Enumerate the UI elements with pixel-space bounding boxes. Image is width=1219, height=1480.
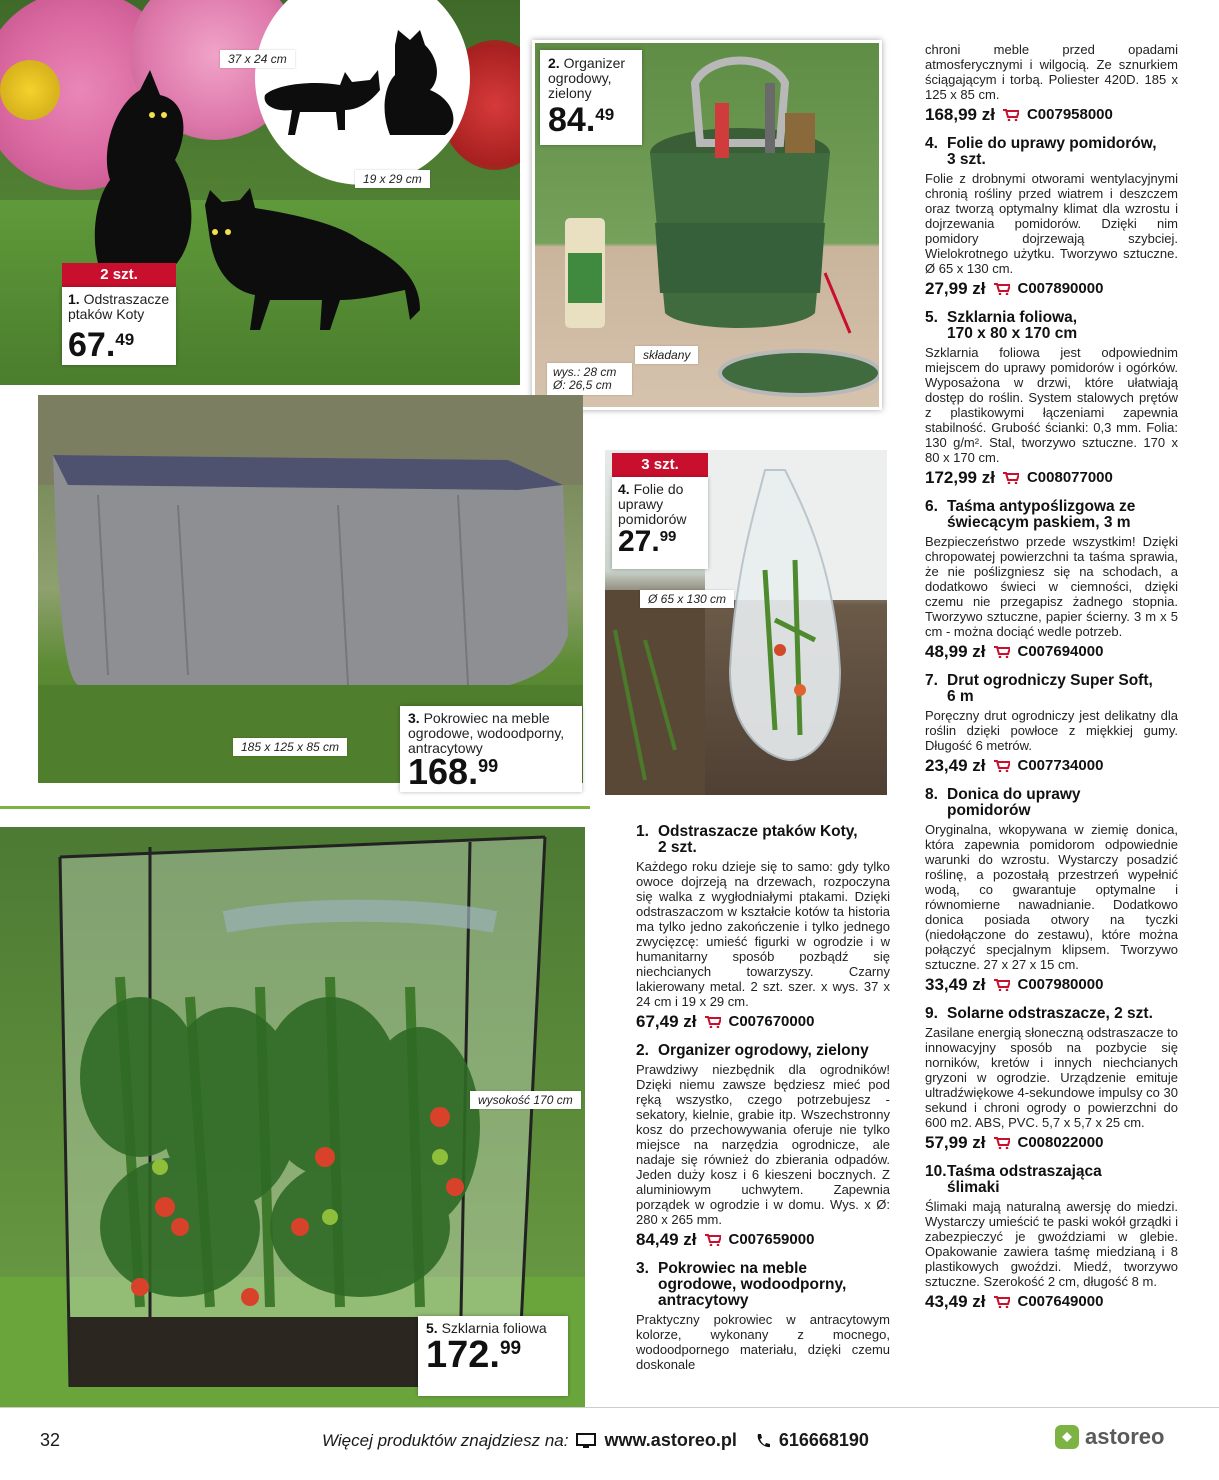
cart-icon[interactable] bbox=[1003, 109, 1019, 121]
website-link[interactable]: www.astoreo.pl bbox=[604, 1430, 737, 1450]
product-price-row: 23,49 zł C007734000 bbox=[925, 756, 1104, 775]
product-code: C007980000 bbox=[1017, 976, 1104, 993]
cat-silhouette-walking bbox=[205, 188, 420, 330]
tag-label: Odstraszacze ptaków Koty bbox=[68, 291, 170, 322]
product-title: Donica do uprawy bbox=[947, 786, 1081, 803]
product-description: Poręczny drut ogrodniczy jest delikatny dla roślin dzięki powłoce z miękkiej gumy. Długość 6 metrów. bbox=[925, 708, 1178, 753]
cart-icon[interactable] bbox=[994, 283, 1010, 295]
monitor-icon bbox=[576, 1433, 596, 1449]
product-code: C007958000 bbox=[1026, 106, 1113, 123]
cart-icon[interactable] bbox=[705, 1234, 721, 1246]
product-entry-9: 9. Solarne odstraszacze, 2 szt. Zasilane energią słoneczną odstraszacze to innowacyjny sposób na pozbycie się norników, kretów i innych niechcianych gryzoni w ogrodzie. Urządzenie emituje ultradźwiękowe 4-sekundowe impulsy co 30 sekund i chroni ogrody o powierzchni do 600 m2. ABS, PVC. 5,7 x 5,7 x 25 cm. 57,99 zł C008022000 bbox=[925, 1005, 1178, 1152]
product-title: Solarne odstraszacze, 2 szt. bbox=[947, 1005, 1153, 1022]
tag-label: Folie do uprawy pomidorów bbox=[618, 481, 687, 527]
tag-number: 4. bbox=[618, 481, 630, 497]
price-tag-1 bbox=[62, 287, 176, 365]
cart-icon[interactable] bbox=[705, 1016, 721, 1028]
cart-icon[interactable] bbox=[994, 1296, 1010, 1308]
product-description: Oryginalna, wkopywana w ziemię donica, która zapewnia pomidorom odpowiednie warunki do wzrostu. Wystarczy posadzić roślinę, a pozostałą przestrzeń wypełnić wodą, co gwarantuje optymalne i równomierne nawadnianie. Dodatkowo donica posiada otwory na tyczki (niedołączone do zestawu), które można połączyć specjalnym klipsem. Tworzywo sztuczne. 27 x 27 x 15 cm. bbox=[925, 822, 1178, 972]
quantity-badge-1: 2 szt. bbox=[62, 263, 176, 287]
product-code: C007659000 bbox=[728, 1231, 815, 1248]
phone-number[interactable]: 616668190 bbox=[778, 1430, 869, 1450]
product-list-right bbox=[925, 42, 1178, 1309]
dimension-label-large-cat: 37 x 24 cm bbox=[220, 50, 295, 68]
product-description: Praktyczny pokrowiec w antracytowym kolorze, wykonany z mocnego, wodoodpornego materiału, dzięki czemu doskonale bbox=[636, 1312, 890, 1372]
footer-contact bbox=[322, 1430, 869, 1451]
cart-icon[interactable] bbox=[994, 760, 1010, 772]
product-entry-3: 3. Pokrowiec na meble ogrodowe, wodoodporny, antracytowy Praktyczny pokrowiec w antracytowym kolorze, wykonany z mocnego, wodoodpornego materiału, dzięki czemu doskonale bbox=[636, 1260, 890, 1372]
cart-icon[interactable] bbox=[1003, 472, 1019, 484]
tag-label: Organizer ogrodowy, zielony bbox=[548, 55, 626, 101]
foldable-label: składany bbox=[635, 346, 698, 364]
page-number: 32 bbox=[40, 1430, 61, 1450]
product-title: Pokrowiec na meble bbox=[658, 1260, 808, 1277]
product-description: Zasilane energią słoneczną odstraszacze to innowacyjny sposób na pozbycie się norników, kretów i innych niechcianych gryzoni w ogrodzie. Urządzenie emituje ultradźwiękowe 4-sekundowe impulsy co 30 sekund i chroni ogrody o powierzchni do 600 m2. ABS, PVC. 5,7 x 5,7 x 25 cm. bbox=[925, 1025, 1178, 1130]
product-description: chroni meble przed opadami atmosferycznymi i wilgocią. Ze sznurkiem ściągającym i torbą. Poliester 420D. 185 x 125 x 85 cm. bbox=[925, 42, 1178, 102]
product-title: Drut ogrodniczy Super Soft, bbox=[947, 672, 1153, 689]
product-description: Szklarnia foliowa jest odpowiednim miejscem do uprawy pomidorów i ogórków. Wyposażona w drzwi, które ułatwiają dostęp do roślin. System stalowych prętów z plastikowymi łączeniami zapewnia stabilność. Grubość ścianki: 0,3 mm. Folia: 130 g/m². Stal, tworzywo sztuczne. 170 x 80 x 170 cm. bbox=[925, 345, 1178, 465]
product-title: Taśma antypoślizgowa ze bbox=[947, 498, 1136, 515]
cart-icon[interactable] bbox=[994, 1137, 1010, 1149]
product-price-row: 57,99 zł C008022000 bbox=[925, 1133, 1104, 1152]
product-code: C007649000 bbox=[1017, 1293, 1104, 1310]
product-description: Bezpieczeństwo przede wszystkim! Dzięki chropowatej powierzchni ta taśma sprawia, że nie poślizgniesz się na schodach, a dodatkowo świeci w ciemności, dzięki czemu nie przegapisz żadnego stopnia. Tworzywo sztuczne, papier ścierny. 3 m x 5 cm - można dociąć wedle potrzeb. bbox=[925, 534, 1178, 639]
product-title: Szklarnia foliowa, bbox=[947, 309, 1078, 326]
product-title: Folie do uprawy pomidorów, bbox=[947, 135, 1157, 152]
brand-logo bbox=[1055, 1424, 1164, 1450]
cover-dimension-label: 185 x 125 x 85 cm bbox=[233, 738, 347, 756]
phone-icon bbox=[755, 1433, 771, 1449]
product-entry-4: 4. Folie do uprawy pomidorów, 3 szt. Folie z drobnymi otworami wentylacyjnymi chronią rośliny przed wiatrem i deszczem oraz tworzą optymalny klimat dla wzrostu i dojrzewania pomidorów. Dzięki nim pomidory dojrzewają szybciej. Wielokrotnego użytku. Tworzywo sztuczne. Ø 65 x 130 cm. 27,99 zł C007890000 bbox=[925, 135, 1178, 298]
tag-price: 168.99 bbox=[408, 751, 499, 792]
greenhouse-height-label: wysokość 170 cm bbox=[470, 1091, 581, 1109]
tag-price: 67.49 bbox=[68, 326, 135, 364]
page-footer bbox=[0, 1407, 1219, 1480]
price-tag-2 bbox=[540, 50, 642, 145]
product-description: Prawdziwy niezbędnik dla ogrodników! Dzięki niemu zawsze będziesz mieć pod ręką wszystko, czego potrzebujesz - sekatory, kielnie, grabie itp. Wszechstronny kosz do przechowywania oferuje nie tylko miejsce na narzędzia ogrodnicze, ale nadaje się również do zbierania odpadów. Jeden duży kosz i 6 kieszeni bocznych. Z aluminiowym uchwytem. Zapewnia porządek w ogrodzie i w domu. Wys. x Ø: 280 x 265 mm. bbox=[636, 1062, 890, 1227]
cart-icon[interactable] bbox=[994, 646, 1010, 658]
product-entry-8: 8. Donica do uprawy pomidorów Oryginalna, wkopywana w ziemię donica, która zapewnia pomidorom odpowiednie warunki do wzrostu. Wystarczy posadzić roślinę, a pozostałą przestrzeń wypełnić wodą, co gwarantuje optymalne i równomierne nawadnianie. Dodatkowo donica posiada otwory na tyczki (niedołączone do zestawu), które można połączyć specjalnym klipsem. Tworzywo sztuczne. 27 x 27 x 15 cm. 33,49 zł C007980000 bbox=[925, 786, 1178, 994]
organizer-size-label: wys.: 28 cm Ø: 26,5 cm bbox=[547, 363, 632, 395]
product-entry-6: 6. Taśma antypoślizgowa ze świecącym paskiem, 3 m Bezpieczeństwo przede wszystkim! Dzięki chropowatej powierzchni ta taśma sprawia, że nie poślizgniesz się na schodach, a dodatkowo świeci w ciemności, dzięki czemu nie przegapisz żadnego stopnia. Tworzywo sztuczne, papier ścierny. 3 m x 5 cm - można dociąć wedle potrzeb. 48,99 zł C007694000 bbox=[925, 498, 1178, 661]
product-price-row: 43,49 zł C007649000 bbox=[925, 1292, 1104, 1311]
dimension-label-small-cat: 19 x 29 cm bbox=[355, 170, 430, 188]
product-code: C007694000 bbox=[1017, 643, 1104, 660]
brand-name: astoreo bbox=[1085, 1424, 1165, 1449]
tag-number: 5. bbox=[426, 1320, 438, 1336]
product-price-row: 33,49 zł C007980000 bbox=[925, 975, 1104, 994]
tag-number: 1. bbox=[68, 291, 80, 307]
product-description: Folie z drobnymi otworami wentylacyjnymi chronią rośliny przed wiatrem i deszczem oraz tworzą optymalny klimat dla wzrostu i dojrzewania pomidorów. Dzięki nim pomidory dojrzewają szybciej. Wielokrotnego użytku. Tworzywo sztuczne. Ø 65 x 130 cm. bbox=[925, 171, 1178, 276]
astoreo-logo-icon bbox=[1055, 1425, 1079, 1449]
cat-figure-sitting-small bbox=[385, 30, 454, 135]
product-entry-1: 1. Odstraszacze ptaków Koty, 2 szt. Każdego roku dzieje się to samo: gdy tylko owoce dojrzeją na drzewach, rozpoczyna się walka z wygłodniałymi ptakami. Dzięki odstraszaczom w kształcie kotów ta historia ma tylko jedno zakończenie i tylko jednego zwycięzcę: umieść figurki w ogrodzie i w humanitarny sposób pozbądź się niechcianych towarzyszy. Czarny lakierowany metal. 2 szt. szer. x wys. 37 x 24 cm i 19 x 29 cm. 67,49 zł C007670000 bbox=[636, 823, 890, 1031]
tag-price: 84.49 bbox=[548, 101, 615, 139]
product-entry-3-continued bbox=[925, 42, 1178, 122]
tag-label: Pokrowiec na meble ogrodowe, wodoodporny, antracytowy bbox=[408, 710, 565, 756]
product-code: C007670000 bbox=[728, 1013, 815, 1030]
product-entry-10: 10.Taśma odstraszająca ślimaki Ślimaki mają naturalną awersję do miedzi. Wystarczy umieścić te paski wokół grządki i zabezpieczyć je gwoździami w glebie. Opakowanie zawiera taśmę miedzianą i 8 plastikowych gwoździ. Miedź, tworzywo sztuczne. Szerokość 2 cm, długość 8 m. 43,49 zł C007649000 bbox=[925, 1163, 1178, 1311]
cart-icon[interactable] bbox=[994, 979, 1010, 991]
price-tag-3 bbox=[400, 706, 582, 792]
product-code: C007734000 bbox=[1017, 757, 1104, 774]
product-description: Ślimaki mają naturalną awersję do miedzi. Wystarczy umieścić te paski wokół grządki i zabezpieczyć je gwoździami w glebie. Opakowanie zawiera taśmę miedzianą i 8 plastikowych gwoździ. Miedź, tworzywo sztuczne. Szerokość 2 cm, długość 8 m. bbox=[925, 1199, 1178, 1289]
quantity-badge-4: 3 szt. bbox=[612, 453, 708, 477]
cat-figure-small bbox=[265, 70, 380, 135]
tag-price: 27.99 bbox=[618, 525, 677, 558]
product-price-row: 172,99 zł C008077000 bbox=[925, 468, 1113, 487]
product-title: Odstraszacze ptaków Koty, bbox=[658, 823, 858, 840]
product-code: C007890000 bbox=[1017, 280, 1104, 297]
product-entry-7: 7. Drut ogrodniczy Super Soft, 6 m Poręczny drut ogrodniczy jest delikatny dla roślin dzięki powłoce z miękkiej gumy. Długość 6 metrów. 23,49 zł C007734000 bbox=[925, 672, 1178, 775]
product-price-row: 67,49 zł C007670000 bbox=[636, 1012, 815, 1031]
product-title: Taśma odstraszająca bbox=[947, 1163, 1102, 1180]
footer-more-text: Więcej produktów znajdziesz na: bbox=[322, 1430, 569, 1450]
product-title: Organizer ogrodowy, zielony bbox=[658, 1042, 869, 1059]
tag-label: Szklarnia foliowa bbox=[441, 1320, 547, 1336]
product-price-row: 84,49 zł C007659000 bbox=[636, 1230, 815, 1249]
tag-price: 172.99 bbox=[426, 1334, 522, 1376]
tag-number: 2. bbox=[548, 55, 560, 71]
product-entry-2: 2. Organizer ogrodowy, zielony Prawdziwy niezbędnik dla ogrodników! Dzięki niemu zawsze będziesz mieć pod ręką wszystko, czego potrzebujesz - sekatory, kielnie, grabie itp. Wszechstronny kosz do przechowywania oferuje nie tylko miejsce na narzędzia ogrodnicze, ale nadaje się również do zbierania odpadów. Jeden duży kosz i 6 kieszeni bocznych. Z aluminiowym uchwytem. Zapewnia porządek w ogrodzie i w domu. Wys. x Ø: 280 x 265 mm. 84,49 zł C007659000 bbox=[636, 1042, 890, 1249]
foil-dimension-label: Ø 65 x 130 cm bbox=[640, 590, 734, 608]
product-price-row: 27,99 zł C007890000 bbox=[925, 279, 1104, 298]
price-tag-5 bbox=[418, 1316, 568, 1396]
product-list-middle bbox=[636, 810, 890, 1372]
product-code: C008077000 bbox=[1026, 469, 1113, 486]
product-entry-5: 5. Szklarnia foliowa, 170 x 80 x 170 cm Szklarnia foliowa jest odpowiednim miejscem do uprawy pomidorów i ogórków. Wyposażona w drzwi, które ułatwiają dostęp do roślin. System stalowych prętów z plastikowymi łączeniami zapewnia stabilność. Grubość ścianki: 0,3 mm. Folia: 130 g/m². Stal, tworzywo sztuczne. 170 x 80 x 170 cm. 172,99 zł C008077000 bbox=[925, 309, 1178, 487]
product-price-row: 48,99 zł C007694000 bbox=[925, 642, 1104, 661]
tag-number: 3. bbox=[408, 710, 420, 726]
cat-silhouette-sitting bbox=[95, 70, 192, 270]
section-divider bbox=[0, 806, 590, 809]
product-description: Każdego roku dzieje się to samo: gdy tylko owoce dojrzeją na drzewach, rozpoczyna się walka z wygłodniałymi ptakami. Dzięki odstraszaczom w kształcie kotów ta historia ma tylko jedno zakończenie i tylko jednego zwycięzcę: umieść figurki w ogrodzie i w humanitarny sposób pozbądź się niechcianych towarzyszy. Czarny lakierowany metal. 2 szt. szer. x wys. 37 x 24 cm i 19 x 29 cm. bbox=[636, 859, 890, 1009]
product-price-row: 168,99 zł C007958000 bbox=[925, 105, 1113, 124]
price-tag-4 bbox=[612, 477, 708, 569]
product-code: C008022000 bbox=[1017, 1134, 1104, 1151]
